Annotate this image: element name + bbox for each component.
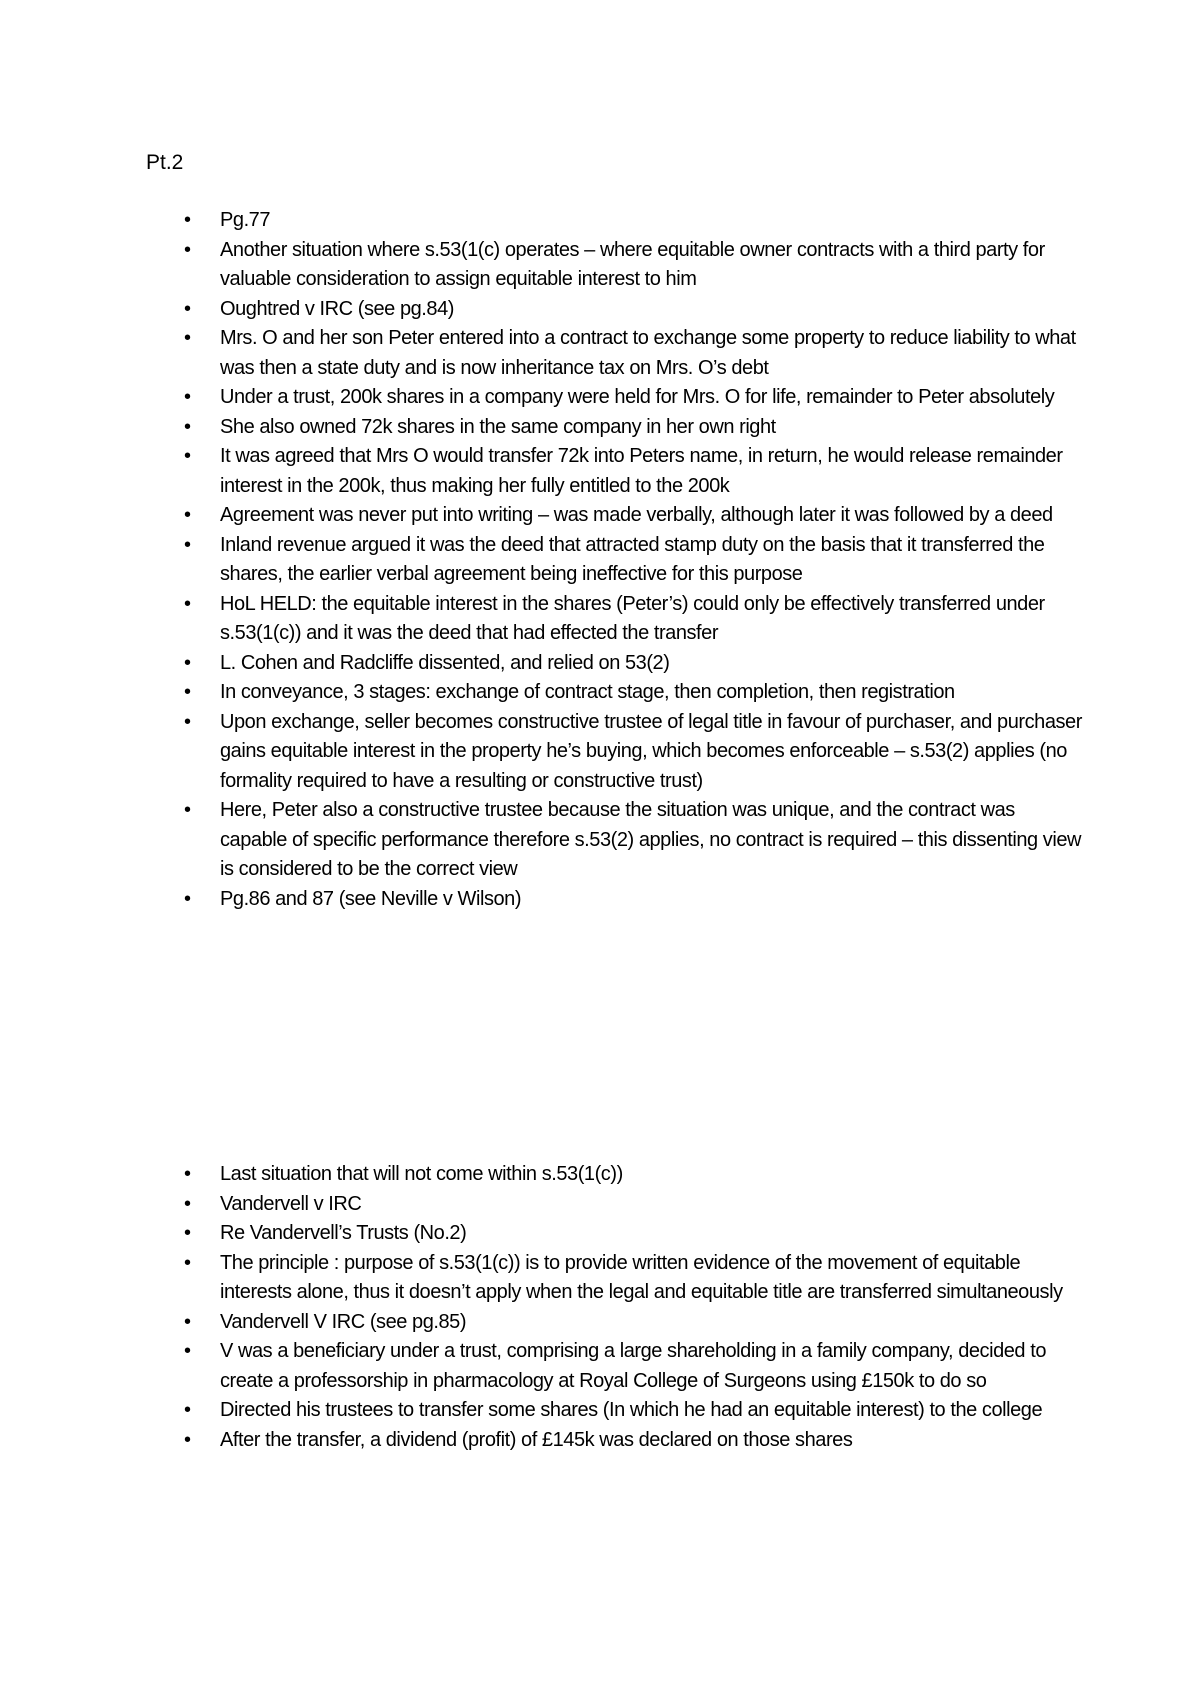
list-item: • Last situation that will not come within s.53(1(c))	[0, 1160, 1082, 1190]
page-heading: Pt.2	[146, 151, 184, 174]
list-item: • It was agreed that Mrs O would transfer 72k into Peters name, in return, he would release remainder interest in the 200k, thus making her fully entitled to the 200k	[0, 442, 1082, 501]
list-item: • HoL HELD: the equitable interest in the shares (Peter’s) could only be effectively transferred under s.53(1(c)) and it was the deed that had effected the transfer	[0, 590, 1082, 649]
list-item: • Here, Peter also a constructive trustee because the situation was unique, and the contract was capable of specific performance therefore s.53(2) applies, no contract is required – this dissenting view is considered to be the correct view	[0, 796, 1082, 885]
list-item: • Pg.77	[0, 206, 1082, 236]
list-item: • She also owned 72k shares in the same company in her own right	[0, 413, 1082, 443]
list-item: • L. Cohen and Radcliffe dissented, and relied on 53(2)	[0, 649, 1082, 679]
bullet-list-vandervell	[0, 1160, 1200, 1455]
list-item: • After the transfer, a dividend (profit) of £145k was declared on those shares	[0, 1426, 1082, 1456]
bullet-list-oughtred	[0, 206, 1200, 914]
list-item: • In conveyance, 3 stages: exchange of contract stage, then completion, then registration	[0, 678, 1082, 708]
list-item: • Oughtred v IRC (see pg.84)	[0, 295, 1082, 325]
list-item: • Upon exchange, seller becomes constructive trustee of legal title in favour of purchaser, and purchaser gains equitable interest in the property he’s buying, which becomes enforceable – s.53(2) applies (no formality required to have a resulting or constructive trust)	[0, 708, 1082, 797]
list-item: • Mrs. O and her son Peter entered into a contract to exchange some property to reduce liability to what was then a state duty and is now inheritance tax on Mrs. O’s debt	[0, 324, 1082, 383]
list-item: • Vandervell V IRC (see pg.85)	[0, 1308, 1082, 1338]
list-item: • Re Vandervell’s Trusts (No.2)	[0, 1219, 1082, 1249]
list-item: • Directed his trustees to transfer some shares (In which he had an equitable interest) to the college	[0, 1396, 1082, 1426]
list-item: • V was a beneficiary under a trust, comprising a large shareholding in a family company, decided to create a professorship in pharmacology at Royal College of Surgeons using £150k to do so	[0, 1337, 1082, 1396]
list-item: • Inland revenue argued it was the deed that attracted stamp duty on the basis that it transferred the shares, the earlier verbal agreement being ineffective for this purpose	[0, 531, 1082, 590]
list-item: • Vandervell v IRC	[0, 1190, 1082, 1220]
list-item: • Agreement was never put into writing – was made verbally, although later it was followed by a deed	[0, 501, 1082, 531]
list-item: • Another situation where s.53(1(c) operates – where equitable owner contracts with a third party for valuable consideration to assign equitable interest to him	[0, 236, 1082, 295]
list-item: • The principle : purpose of s.53(1(c)) is to provide written evidence of the movement of equitable interests alone, thus it doesn’t apply when the legal and equitable title are transferred simultaneously	[0, 1249, 1082, 1308]
list-item: • Pg.86 and 87 (see Neville v Wilson)	[0, 885, 1082, 915]
list-item: • Under a trust, 200k shares in a company were held for Mrs. O for life, remainder to Peter absolutely	[0, 383, 1082, 413]
